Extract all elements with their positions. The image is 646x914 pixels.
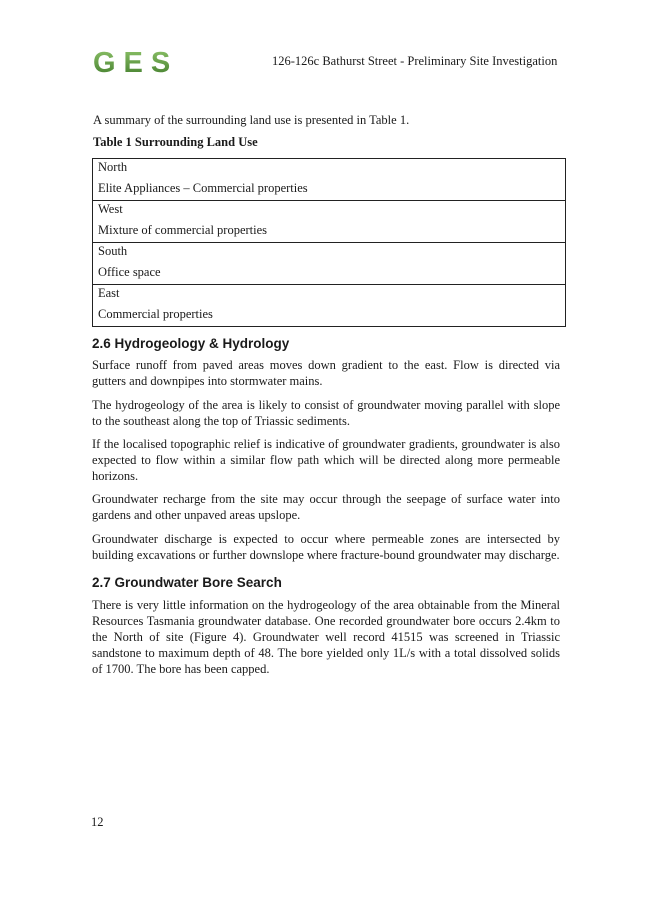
land-use-description: Office space	[98, 265, 161, 279]
land-use-table	[92, 158, 566, 327]
company-logo	[93, 47, 191, 77]
table-row	[93, 159, 565, 200]
table-row	[93, 284, 565, 326]
land-use-description: Elite Appliances – Commercial properties	[98, 181, 308, 195]
paragraph: If the localised topographic relief is indicative of groundwater gradients, groundwater is also expected to flow within a similar flow path which will be directed along more permeable horizons.	[92, 437, 560, 483]
direction-label: West	[98, 202, 123, 216]
section-heading-hydrogeology: 2.6 Hydrogeology & Hydrology	[92, 336, 290, 351]
direction-label: East	[98, 286, 120, 300]
table-row	[93, 242, 565, 284]
ges-logo-graphic	[93, 47, 191, 77]
svg-text:GES: GES	[93, 47, 179, 77]
land-use-description: Mixture of commercial properties	[98, 223, 268, 237]
land-use-description: Commercial properties	[98, 307, 213, 321]
table-caption: Table 1 Surrounding Land Use	[93, 135, 258, 149]
section-heading-bore-search: 2.7 Groundwater Bore Search	[92, 575, 282, 590]
intro-text: A summary of the surrounding land use is presented in Table 1.	[93, 113, 410, 127]
page-number: 12	[91, 815, 104, 829]
paragraph: Groundwater discharge is expected to occur where permeable zones are intersected by building excavations or further downslope where fracture-bound groundwater may discharge.	[92, 532, 560, 562]
direction-label: North	[98, 160, 128, 174]
document-title: 126-126c Bathurst Street - Preliminary Site Investigation	[272, 54, 558, 68]
paragraph: Groundwater recharge from the site may occur through the seepage of surface water into gardens and other unpaved areas upslope.	[92, 492, 560, 522]
table-row	[93, 200, 565, 242]
paragraph: There is very little information on the hydrogeology of the area obtainable from the Mineral Resources Tasmania groundwater database. One recorded groundwater bore occurs 2.4km to the North of site (Figure 4). Groundwater well record 41515 was screened in Triassic sandstone to maximum depth of 48. The bore yielded only 1L/s with a total dissolved solids of 1700. The bore has been capped.	[92, 598, 560, 676]
paragraph: Surface runoff from paved areas moves down gradient to the east. Flow is directed via gutters and downpipes into stormwater mains.	[92, 358, 560, 388]
direction-label: South	[98, 244, 128, 258]
paragraph: The hydrogeology of the area is likely to consist of groundwater moving parallel with slope to the southeast along the top of Triassic sediments.	[92, 398, 560, 428]
